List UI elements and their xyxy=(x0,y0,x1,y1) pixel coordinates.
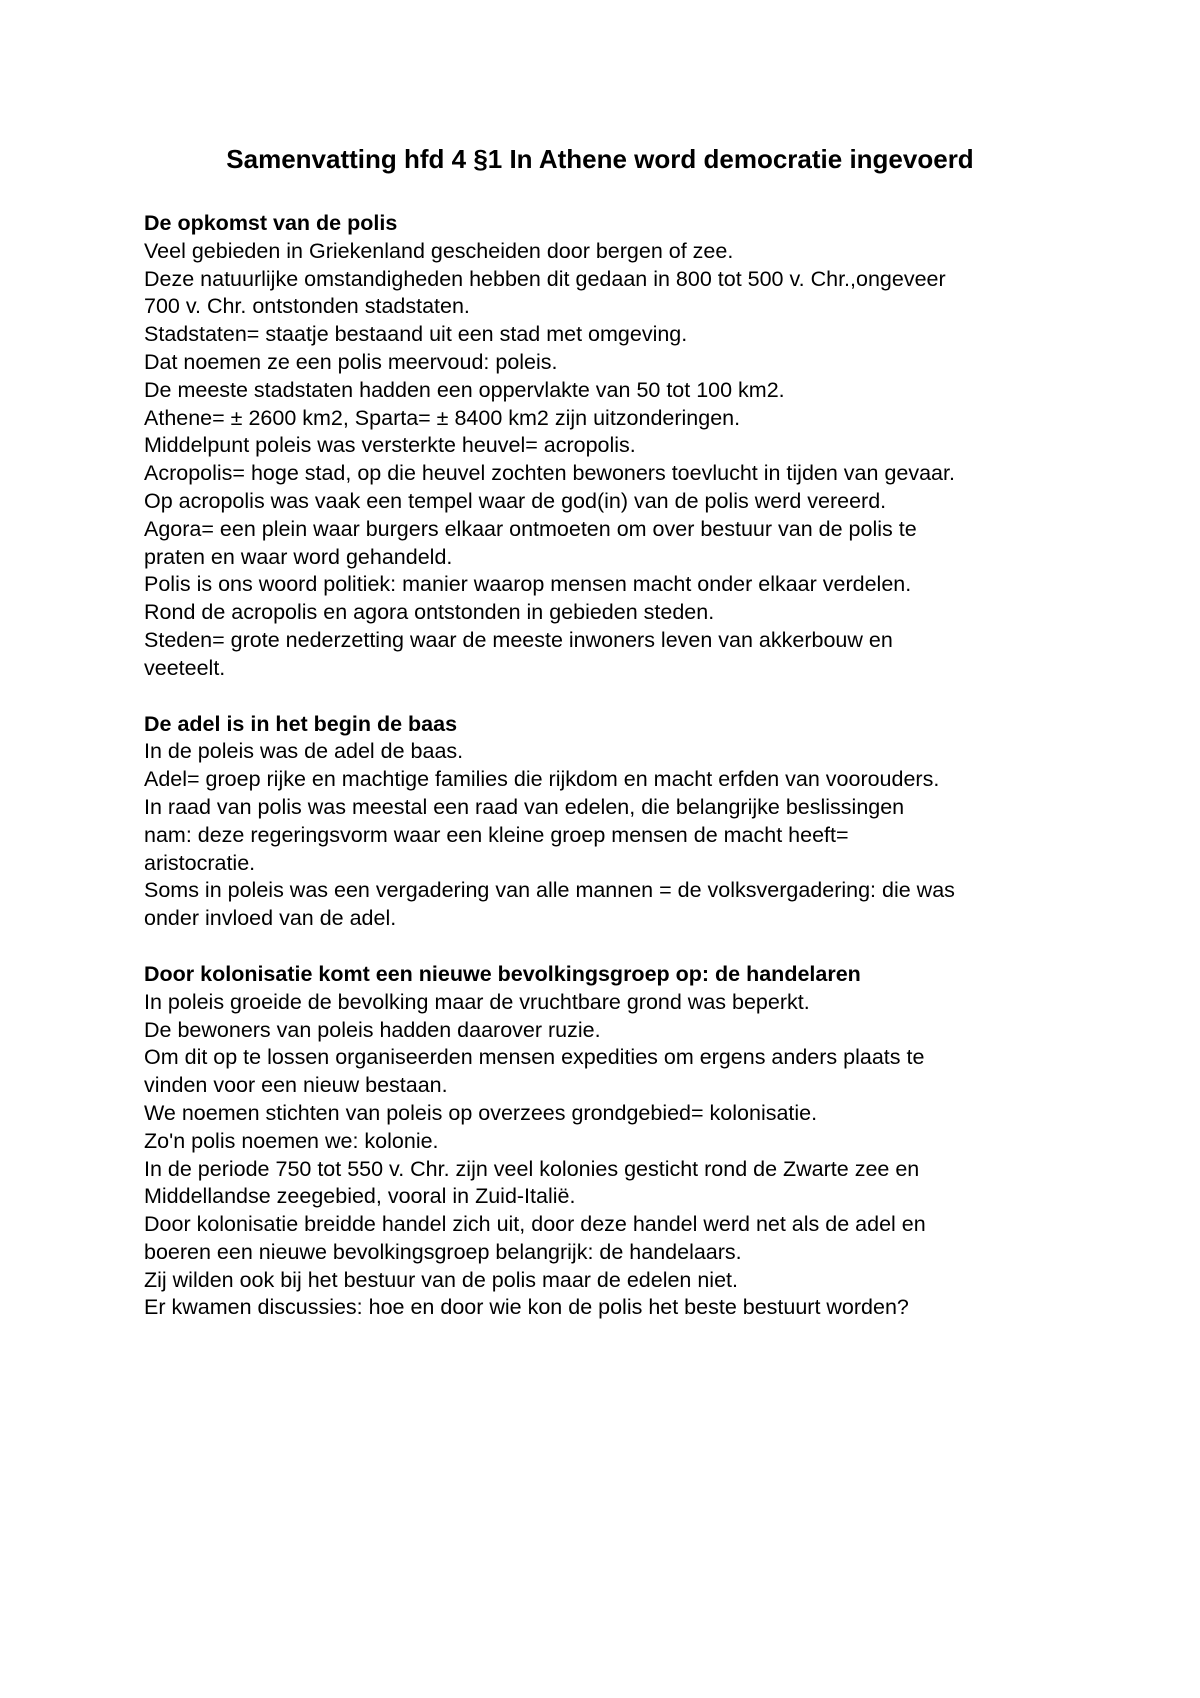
text-line: onder invloed van de adel. xyxy=(144,906,397,931)
text-line: We noemen stichten van poleis op overzees grondgebied= kolonisatie. xyxy=(144,1100,818,1125)
text-line: 700 v. Chr. ontstonden stadstaten. xyxy=(144,294,470,319)
text-line: Polis is ons woord politiek: manier waarop mensen macht onder elkaar verdelen. xyxy=(144,572,912,597)
text-line: Er kwamen discussies: hoe en door wie kon de polis het beste bestuurt worden? xyxy=(144,1295,909,1320)
text-line: Op acropolis was vaak een tempel waar de god(in) van de polis werd vereerd. xyxy=(144,488,887,513)
text-line: In de periode 750 tot 550 v. Chr. zijn veel kolonies gesticht rond de Zwarte zee en xyxy=(144,1156,920,1181)
text-line: Dat noemen ze een polis meervoud: poleis. xyxy=(144,349,558,374)
section-adel-baas xyxy=(144,711,1074,933)
section-heading: Door kolonisatie komt een nieuwe bevolkingsgroep op: de handelaren xyxy=(144,961,861,986)
text-line: In raad van polis was meestal een raad van edelen, die belangrijke beslissingen xyxy=(144,794,905,819)
text-line: Middellandse zeegebied, vooral in Zuid-Italië. xyxy=(144,1184,576,1209)
text-line: De meeste stadstaten hadden een oppervlakte van 50 tot 100 km2. xyxy=(144,377,785,402)
text-line: Zij wilden ook bij het bestuur van de polis maar de edelen niet. xyxy=(144,1267,738,1292)
document-title: Samenvatting hfd 4 §1 In Athene word democratie ingevoerd xyxy=(226,144,974,174)
text-line: praten en waar word gehandeld. xyxy=(144,544,453,569)
text-line: De bewoners van poleis hadden daarover ruzie. xyxy=(144,1017,601,1042)
section-heading: De opkomst van de polis xyxy=(144,211,398,235)
text-line: boeren een nieuwe bevolkingsgroep belangrijk: de handelaars. xyxy=(144,1239,742,1264)
text-line: nam: deze regeringsvorm waar een kleine groep mensen de macht heeft= xyxy=(144,822,849,847)
text-line: Stadstaten= staatje bestaand uit een stad met omgeving. xyxy=(144,322,688,347)
text-line: Athene= ± 2600 km2, Sparta= ± 8400 km2 zijn uitzonderingen. xyxy=(144,405,741,430)
text-line: aristocratie. xyxy=(144,850,256,875)
section-heading: De adel is in het begin de baas xyxy=(144,711,458,736)
text-line: Zo'n polis noemen we: kolonie. xyxy=(144,1128,439,1153)
text-line: veeteelt. xyxy=(144,655,226,680)
section-opkomst-polis xyxy=(144,210,1074,683)
text-line: Soms in poleis was een vergadering van alle mannen = de volksvergadering: die was xyxy=(144,878,955,903)
text-line: Acropolis= hoge stad, op die heuvel zochten bewoners toevlucht in tijden van gevaar. xyxy=(144,461,955,486)
text-line: Om dit op te lossen organiseerden mensen expedities om ergens anders plaats te xyxy=(144,1045,925,1070)
text-line: Adel= groep rijke en machtige families die rijkdom en macht erfden van voorouders. xyxy=(144,767,940,792)
document-body xyxy=(144,210,1074,1350)
text-line: In poleis groeide de bevolking maar de vruchtbare grond was beperkt. xyxy=(144,989,810,1014)
text-line: Door kolonisatie breidde handel zich uit, door deze handel werd net als de adel en xyxy=(144,1212,926,1237)
text-line: In de poleis was de adel de baas. xyxy=(144,739,464,764)
text-line: Veel gebieden in Griekenland gescheiden door bergen of zee. xyxy=(144,238,734,263)
text-line: Steden= grote nederzetting waar de meeste inwoners leven van akkerbouw en xyxy=(144,627,893,652)
text-line: vinden voor een nieuw bestaan. xyxy=(144,1073,448,1098)
text-line: Deze natuurlijke omstandigheden hebben dit gedaan in 800 tot 500 v. Chr.,ongeveer xyxy=(144,266,946,291)
text-line: Rond de acropolis en agora ontstonden in gebieden steden. xyxy=(144,600,715,625)
text-line: Agora= een plein waar burgers elkaar ontmoeten om over bestuur van de polis te xyxy=(144,516,917,541)
section-kolonisatie xyxy=(144,961,1074,1322)
text-line: Middelpunt poleis was versterkte heuvel= acropolis. xyxy=(144,433,636,458)
